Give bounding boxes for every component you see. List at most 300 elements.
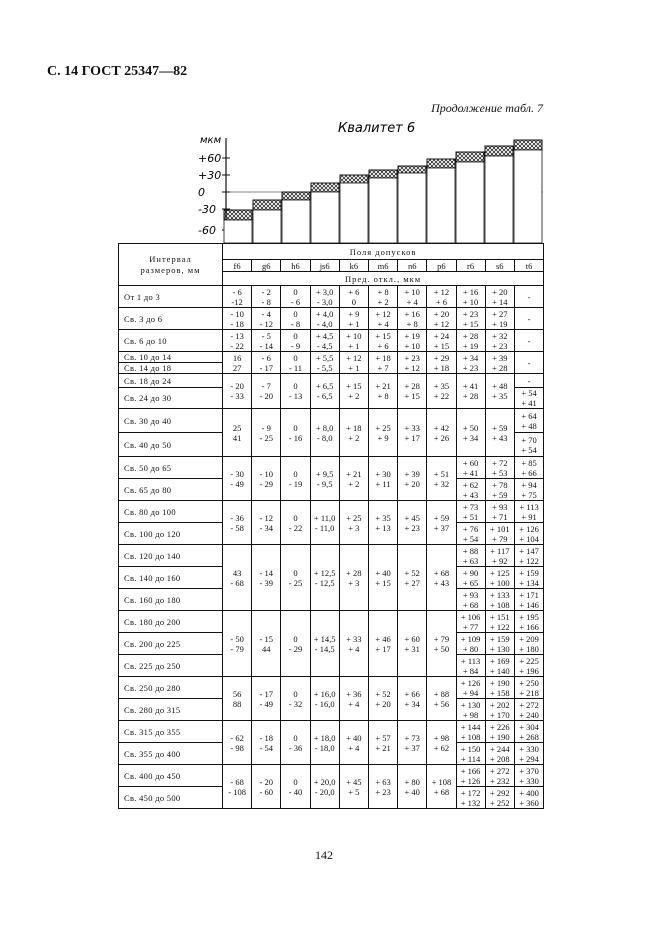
size-interval: Св. 40 до 50: [119, 433, 223, 457]
tolerance-zone: [427, 159, 455, 168]
deviation-value: + 108: [460, 731, 481, 742]
deviation-value: + 126: [460, 775, 481, 786]
deviation-value: + 42: [433, 422, 450, 433]
deviation-value: - 29: [259, 478, 274, 489]
shaft-body: [311, 192, 339, 243]
deviation-value: + 33: [404, 422, 420, 433]
deviation-value: + 4: [377, 318, 389, 329]
fields-header: Поля допусков: [223, 244, 544, 260]
deviation-value: 0: [293, 468, 298, 479]
deviation-value: - 12: [259, 512, 274, 523]
deviation-value: + 53: [492, 467, 508, 478]
field-label: s6: [485, 260, 514, 272]
deviation-value: + 59: [492, 422, 508, 433]
deviation-value: + 7: [377, 362, 389, 373]
deviation-value: - 10: [259, 468, 274, 479]
deviation-value: -: [527, 291, 531, 302]
deviation-value: - 50: [230, 633, 244, 644]
deviation-value: + 88: [462, 545, 479, 556]
deviation-value: - 54: [259, 742, 274, 753]
deviation-value: - 8,0: [316, 432, 333, 443]
deviation-value: + 28: [462, 391, 479, 401]
size-interval: Св. 30 до 40: [119, 409, 223, 433]
deviation-value: + 330: [519, 775, 539, 786]
deviation-value: + 12: [433, 286, 450, 297]
deviation-value: 44: [262, 643, 271, 654]
size-interval: Св. 225 до 250: [119, 655, 223, 677]
tolerance-zone: [514, 140, 542, 150]
deviation-value: + 104: [519, 533, 539, 544]
deviation-value: + 4: [348, 742, 360, 753]
size-interval: Св. 280 до 315: [119, 699, 223, 721]
deviation-value: + 19: [404, 330, 420, 341]
deviation-value: + 37: [433, 522, 450, 533]
deviation-value: + 43: [433, 577, 450, 588]
deviation-value: - 34: [259, 522, 274, 533]
deviation-value: + 12: [375, 308, 391, 319]
deviation-value: - 15: [259, 633, 274, 644]
deviation-value: + 64: [521, 410, 537, 421]
deviation-value: + 78: [492, 479, 508, 490]
tolerance-table: [118, 243, 544, 809]
interval-header: Интервал размеров, мм: [119, 244, 223, 286]
deviation-value: + 45: [346, 776, 362, 787]
deviation-value: + 8: [377, 391, 389, 401]
deviation-value: + 330: [519, 743, 539, 754]
deviation-value: + 68: [433, 786, 450, 797]
deviation-value: + 56: [433, 698, 450, 709]
deviation-value: + 190: [489, 677, 510, 688]
deviation-value: + 122: [519, 555, 539, 566]
deviation-value: - 22: [288, 522, 303, 533]
deviation-value: + 59: [492, 489, 508, 500]
deviation-value: + 5,5: [315, 352, 334, 363]
deviation-value: + 8: [406, 318, 418, 329]
deviation-value: + 20,0: [313, 776, 336, 787]
tolerance-zone: [224, 210, 252, 220]
size-interval: Св. 315 до 355: [119, 721, 223, 743]
size-interval: Св. 10 до 14: [119, 352, 223, 363]
tolerance-zone: [456, 152, 484, 162]
deviation-value: + 41: [521, 398, 537, 408]
deviation-value: + 114: [460, 753, 481, 764]
deviation-value: - 40: [288, 786, 303, 797]
deviation-value: + 218: [519, 687, 539, 698]
deviation-value: + 2: [348, 478, 360, 489]
deviation-value: + 20: [433, 308, 450, 319]
deviation-value: + 15: [375, 330, 391, 341]
deviation-value: - 9: [261, 422, 271, 433]
deviation-value: 88: [232, 698, 242, 709]
deviation-value: - 6,5: [316, 391, 333, 401]
field-label: k6: [339, 260, 368, 272]
deviation-value: + 244: [489, 743, 510, 754]
deviation-value: + 40: [375, 567, 391, 578]
deviation-value: + 54: [521, 388, 537, 398]
deviation-value: + 4: [406, 296, 418, 307]
deviation-value: + 20: [375, 698, 391, 709]
deviation-value: + 18: [433, 362, 450, 373]
deviation-value: + 46: [375, 633, 391, 644]
deviation-value: + 21: [375, 381, 391, 391]
deviation-value: 0: [293, 633, 298, 644]
deviation-value: + 268: [519, 731, 539, 742]
deviation-value: - 17: [259, 362, 274, 373]
deviation-value: + 25: [375, 422, 391, 433]
deviation-value: + 27: [404, 577, 420, 588]
deviation-value: + 133: [489, 589, 510, 600]
deviation-value: - 25: [288, 577, 303, 588]
deviation-value: + 370: [519, 765, 539, 776]
deviation-value: 0: [293, 308, 298, 319]
tolerance-zone: [282, 192, 310, 200]
deviation-value: 0: [293, 776, 298, 787]
deviation-value: + 23: [404, 352, 420, 363]
deviation-value: + 93: [462, 589, 479, 600]
deviation-value: + 31: [404, 643, 420, 654]
deviation-value: + 54: [521, 444, 537, 455]
deviation-value: + 18,0: [313, 732, 336, 743]
deviation-value: - 58: [230, 522, 244, 533]
deviation-value: - 10: [230, 308, 244, 319]
deviation-value: + 25: [346, 512, 362, 523]
deviation-value: + 63: [375, 776, 391, 787]
deviation-value: + 10: [404, 340, 420, 351]
deviation-value: + 3: [348, 522, 360, 533]
deviation-value: + 28: [462, 330, 479, 341]
deviation-value: + 14,5: [313, 633, 336, 644]
deviation-value: + 57: [375, 732, 391, 743]
size-interval: Св. 450 до 500: [119, 787, 223, 809]
field-label: p6: [427, 260, 456, 272]
deviation-value: + 13: [375, 522, 391, 533]
deviation-value: + 12: [433, 318, 450, 329]
deviation-value: + 240: [519, 709, 539, 720]
deviation-value: + 51: [462, 511, 479, 522]
deviation-value: + 10: [346, 330, 362, 341]
deviation-value: + 8: [377, 286, 389, 297]
deviation-value: - 39: [259, 577, 274, 588]
size-interval: От 1 до 3: [119, 286, 223, 308]
deviation-value: 27: [232, 362, 242, 373]
deviation-value: + 360: [519, 797, 539, 808]
deviation-value: + 94: [521, 479, 537, 490]
deviation-value: + 4,0: [315, 308, 334, 319]
deviation-value: 0: [293, 732, 298, 743]
deviation-value: + 16: [404, 308, 420, 319]
deviation-value: + 11,0: [313, 512, 336, 523]
deviation-value: - 2: [261, 286, 271, 297]
shaft-body: [340, 183, 368, 243]
deviation-value: + 73: [404, 732, 420, 743]
deviation-value: 0: [293, 567, 298, 578]
deviation-value: - 60: [259, 786, 274, 797]
deviation-value: + 3,0: [315, 286, 334, 297]
deviation-value: + 50: [462, 422, 479, 433]
size-interval: Св. 180 до 200: [119, 611, 223, 633]
deviation-value: + 30: [375, 468, 391, 479]
deviation-value: - 20: [230, 381, 244, 391]
deviation-value: - 68: [230, 577, 244, 588]
y-tick-label: +30: [198, 169, 222, 182]
deviation-value: - 4,5: [316, 340, 333, 351]
deviation-value: - 12,5: [314, 577, 335, 588]
deviation-value: + 23: [462, 308, 479, 319]
deviation-value: + 71: [492, 511, 508, 522]
field-label: g6: [252, 260, 281, 272]
deviation-value: - 20,0: [314, 786, 335, 797]
deviation-value: - 14: [259, 567, 274, 578]
deviation-value: + 126: [460, 677, 481, 688]
deviation-value: + 36: [346, 688, 362, 699]
deviation-value: + 196: [519, 665, 539, 676]
deviation-value: + 52: [404, 567, 420, 578]
deviation-value: + 400: [519, 787, 539, 798]
deviation-value: + 40: [404, 786, 420, 797]
deviation-value: 0: [293, 352, 298, 363]
deviation-value: + 140: [489, 665, 510, 676]
deviation-value: + 79: [492, 533, 508, 544]
deviation-value: - 8: [290, 318, 301, 329]
deviation-value: - 3,0: [316, 296, 333, 307]
page-number: 142: [315, 848, 333, 862]
deviation-value: + 10: [462, 296, 479, 307]
deviation-value: + 166: [460, 765, 481, 776]
deviation-value: - 6: [261, 352, 271, 363]
deviation-value: - 6: [232, 286, 242, 297]
deviation-value: + 65: [462, 577, 479, 588]
deviation-value: + 88: [433, 688, 450, 699]
deviation-value: - 68: [230, 776, 244, 787]
deviation-value: + 1: [348, 340, 360, 351]
size-interval: Св. 200 до 225: [119, 633, 223, 655]
deviation-value: + 151: [489, 611, 510, 622]
deviation-value: + 172: [460, 787, 481, 798]
deviation-value: + 91: [521, 511, 537, 522]
deviation-value: + 98: [462, 709, 479, 720]
deviation-value: + 43: [462, 489, 479, 500]
deviation-value: 41: [232, 432, 242, 443]
tolerance-zone: [398, 166, 426, 173]
document-header: С. 14 ГОСТ 25347—82: [47, 64, 188, 79]
deviation-value: - 12: [259, 318, 274, 329]
deviation-value: + 51: [433, 468, 450, 479]
deviation-value: + 23: [492, 340, 508, 351]
deviation-value: + 19: [462, 340, 479, 351]
deviation-value: 0: [293, 422, 298, 433]
deviation-value: + 126: [519, 523, 539, 534]
deviation-value: + 294: [519, 753, 539, 764]
chart-unit: мкм: [200, 135, 222, 146]
deviation-value: - 19: [288, 478, 303, 489]
deviation-value: -: [527, 375, 531, 386]
deviation-value: - 20: [259, 391, 274, 401]
deviation-value: -: [527, 313, 531, 324]
deviation-value: + 6,5: [315, 381, 334, 391]
deviation-value: + 195: [519, 611, 539, 622]
deviation-value: + 14: [492, 296, 508, 307]
tolerance-diagram: [198, 120, 548, 245]
deviation-value: 56: [232, 688, 242, 699]
tolerance-zone: [253, 200, 281, 210]
deviation-value: + 54: [462, 533, 479, 544]
deviation-value: + 48: [521, 420, 537, 431]
deviation-value: + 90: [462, 567, 479, 578]
deviation-value: + 130: [489, 643, 510, 654]
size-interval: Св. 400 до 450: [119, 765, 223, 787]
deviation-value: - 4,0: [316, 318, 333, 329]
deviation-value: + 32: [433, 478, 450, 489]
deviation-value: + 72: [492, 457, 508, 468]
deviation-value: + 60: [462, 457, 479, 468]
size-interval: Св. 160 до 180: [119, 589, 223, 611]
shaft-body: [282, 200, 310, 243]
deviation-value: + 4: [348, 643, 360, 654]
deviation-value: + 125: [489, 567, 510, 578]
deviation-value: - 13: [230, 330, 244, 341]
deviation-value: + 225: [519, 655, 539, 666]
deviation-value: - 62: [230, 732, 244, 743]
deviation-value: + 180: [519, 643, 539, 654]
deviation-value: 0: [293, 512, 298, 523]
deviation-value: - 11: [288, 362, 303, 373]
deviation-value: + 2: [348, 391, 360, 401]
deviation-value: -: [527, 357, 531, 368]
deviation-value: + 18: [346, 422, 362, 433]
deviation-value: -: [527, 335, 531, 346]
deviation-value: 0: [351, 296, 356, 307]
deviation-value: + 272: [489, 765, 510, 776]
deviation-value: + 12: [404, 362, 420, 373]
deviation-value: + 33: [346, 633, 362, 644]
deviation-value: + 159: [489, 633, 510, 644]
deviation-value: + 2: [348, 432, 360, 443]
deviation-value: + 12: [346, 352, 362, 363]
deviation-value: + 11: [375, 478, 391, 489]
y-tick-label: +60: [198, 152, 222, 165]
deviation-value: + 202: [489, 699, 510, 710]
deviation-value: + 171: [519, 589, 539, 600]
deviation-value: - 18,0: [314, 742, 335, 753]
deviation-value: + 21: [375, 742, 391, 753]
deviation-value: + 17: [404, 432, 420, 443]
deviation-value: + 27: [492, 308, 508, 319]
deviation-value: - 108: [228, 786, 246, 797]
deviation-value: - 79: [230, 643, 244, 654]
deviation-value: + 15: [404, 391, 420, 401]
deviation-value: + 232: [489, 775, 510, 786]
deviation-value: 0: [293, 688, 298, 699]
deviation-value: + 17: [375, 643, 391, 654]
deviation-value: + 134: [519, 577, 539, 588]
deviation-value: + 28: [492, 362, 508, 373]
deviation-value: + 226: [489, 721, 510, 732]
size-interval: Св. 3 до 6: [119, 308, 223, 330]
deviation-value: + 50: [433, 643, 450, 654]
deviation-value: + 113: [460, 655, 481, 666]
deviation-value: 0: [293, 286, 298, 297]
deviation-value: + 75: [521, 489, 537, 500]
deviation-value: + 35: [433, 381, 450, 391]
deviation-value: + 34: [462, 432, 479, 443]
size-interval: Св. 80 до 100: [119, 501, 223, 523]
shaft-body: [427, 168, 455, 243]
deviation-value: - 16: [288, 432, 303, 443]
deviation-value: + 26: [433, 432, 450, 443]
deviation-value: - 4: [261, 308, 271, 319]
field-label: js6: [310, 260, 339, 272]
deviation-value: + 41: [462, 467, 479, 478]
deviation-value: + 20: [492, 286, 508, 297]
deviation-value: + 170: [489, 709, 510, 720]
deviation-value: + 94: [462, 687, 479, 698]
deviation-value: - 9,5: [316, 478, 333, 489]
field-label: t6: [514, 260, 543, 272]
deviation-value: + 76: [462, 523, 479, 534]
size-interval: Св. 50 до 65: [119, 457, 223, 479]
deviation-value: + 9: [348, 308, 360, 319]
deviation-value: + 79: [433, 633, 450, 644]
shaft-body: [224, 220, 252, 243]
deviation-value: + 1: [348, 362, 360, 373]
deviation-value: + 84: [462, 665, 479, 676]
size-interval: Св. 18 до 24: [119, 374, 223, 388]
deviation-value: + 250: [519, 677, 539, 688]
size-interval: Св. 24 до 30: [119, 388, 223, 409]
deviation-value: + 9: [377, 432, 389, 443]
deviation-value: + 9,5: [315, 468, 334, 479]
deviation-value: + 18: [375, 352, 391, 363]
deviation-value: + 28: [346, 567, 362, 578]
deviation-value: - 33: [230, 391, 244, 401]
deviation-value: + 21: [346, 468, 362, 479]
deviation-value: + 48: [492, 381, 508, 391]
deviation-value: + 62: [433, 742, 450, 753]
deviation-value: + 66: [404, 688, 420, 699]
tolerance-zone: [340, 175, 368, 183]
deviation-value: + 80: [462, 643, 479, 654]
deviation-value: - 49: [259, 698, 274, 709]
deviation-value: + 68: [433, 567, 450, 578]
deviation-value: + 23: [462, 362, 479, 373]
deviation-value: - 18: [230, 318, 244, 329]
deviation-value: + 304: [519, 721, 539, 732]
size-interval: Св. 120 до 140: [119, 545, 223, 567]
deviation-value: + 158: [489, 687, 510, 698]
deviation-value: + 208: [489, 753, 510, 764]
deviation-value: + 6: [377, 340, 389, 351]
deviation-value: + 77: [462, 621, 479, 632]
deviation-value: + 106: [460, 611, 481, 622]
deviation-value: 25: [232, 422, 242, 433]
deviation-value: + 132: [460, 797, 481, 808]
deviation-value: - 17: [259, 688, 274, 699]
deviation-value: + 40: [346, 732, 362, 743]
deviation-value: + 59: [433, 512, 450, 523]
deviation-value: - 25: [259, 432, 274, 443]
deviation-value: + 63: [462, 555, 479, 566]
deviation-value: + 4: [348, 698, 360, 709]
deviation-value: + 68: [462, 599, 479, 610]
deviation-value: + 60: [404, 633, 420, 644]
deviation-value: + 43: [492, 432, 508, 443]
deviation-value: 43: [232, 567, 242, 578]
deviation-value: + 19: [492, 318, 508, 329]
deviation-value: + 24: [433, 330, 450, 341]
chart-title: Квалитет 6: [338, 121, 416, 136]
shaft-body: [369, 178, 397, 243]
tolerance-zone: [485, 146, 513, 156]
